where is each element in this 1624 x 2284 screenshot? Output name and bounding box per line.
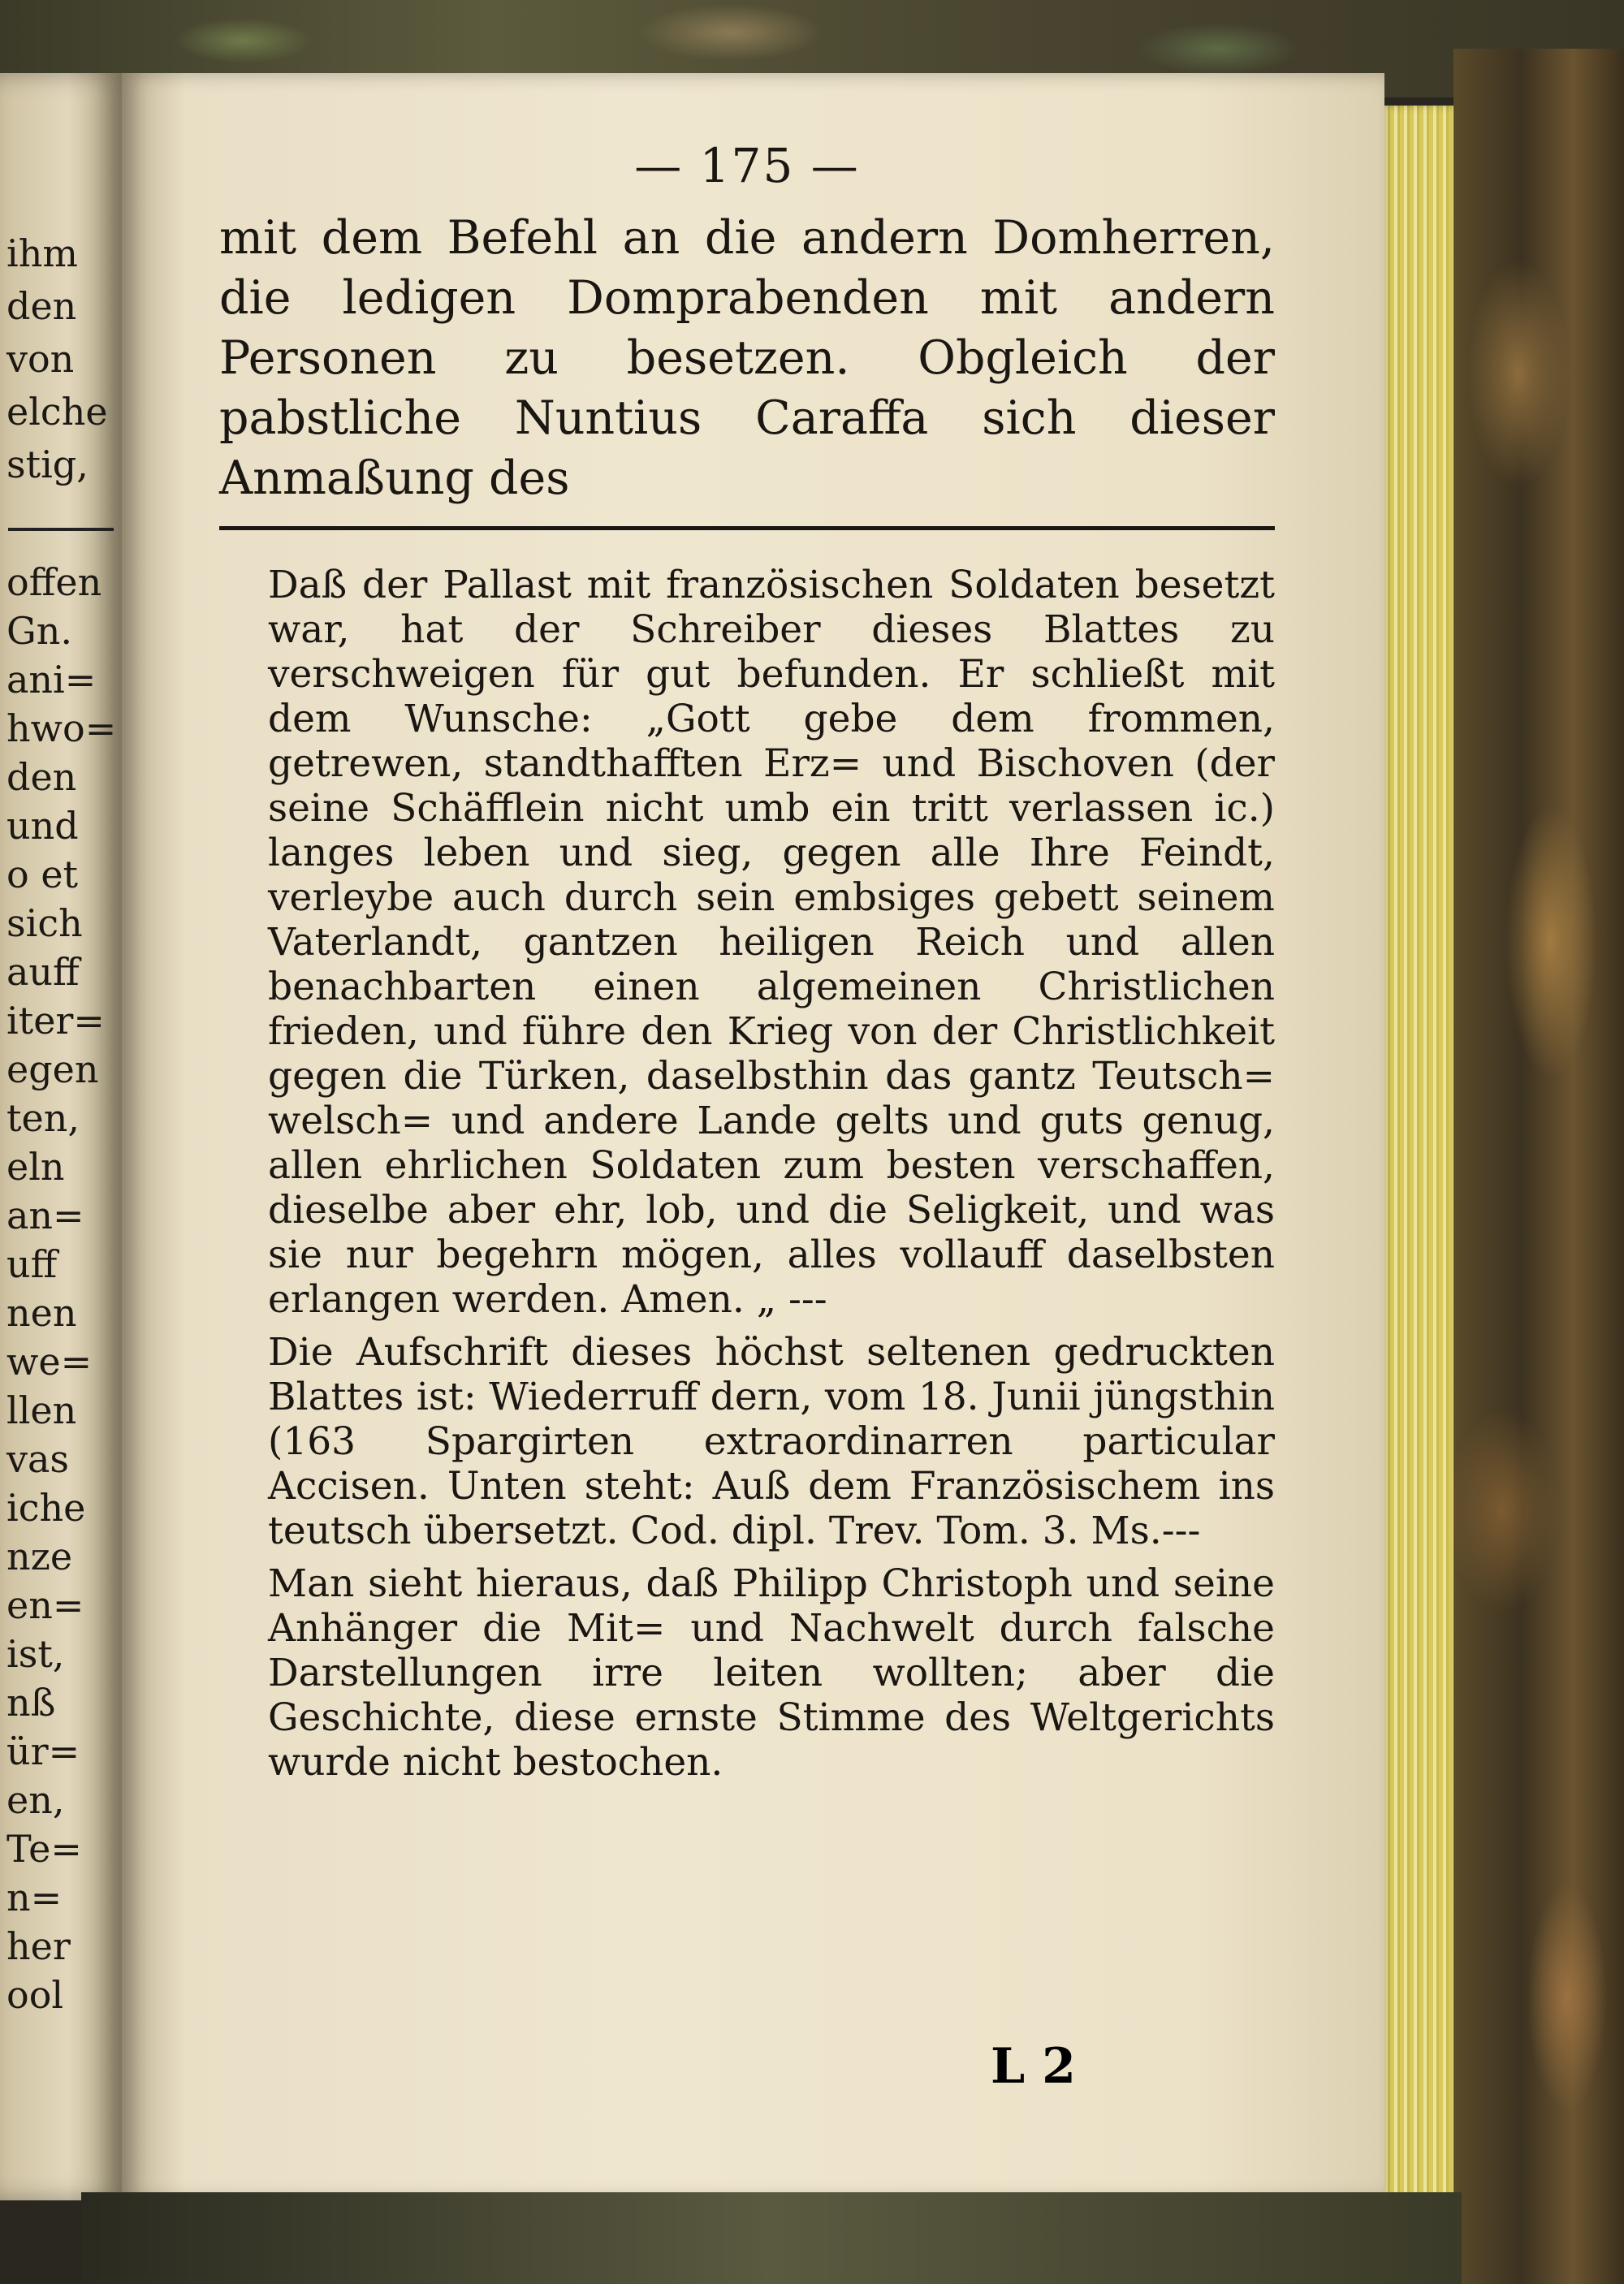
left-divider (8, 528, 114, 531)
footnote-paragraph-quote: Daß der Pallast mit französischen Soldaten besetzt war, hat der Schreiber dieses Blattes zu verschweigen für gut befunden. Er schließt mit dem Wunsche: „Gott gebe dem frommen, getrewen, standthafften Erz= und Bischoven (der seine Schäfflein nicht umb ein tritt verlassen ic.) langes leben und sieg, gegen alle Ihre Feindt, verleybe auch durch sein embsiges gebett seinem Vaterlandt, gantzen heiligen Reich und allen benachbarten einen algemeinen Christlichen frieden, und führe den Krieg von der Christlichkeit gegen die Türken, daselbsthin das gantz Teutsch= welsch= und andere Lande gelts und guts genug, allen ehrlichen Soldaten zum besten verschaffen, dieselbe aber ehr, lob, und die Seligkeit, und was sie nur begehrn mögen, alles vollauff daselbsten erlangen werden. Amen. „ --- (268, 563, 1275, 1322)
left-fragment: nen (6, 1291, 77, 1335)
left-fragment: offen (6, 560, 102, 604)
left-fragment: ihm (6, 231, 78, 275)
left-fragment: ani= (6, 658, 97, 702)
page-content (219, 138, 1275, 1785)
left-fragment: stig, (6, 443, 89, 486)
page-edges (1380, 106, 1453, 2241)
left-fragment: iche (6, 1486, 86, 1530)
left-fragment: o et (6, 853, 79, 896)
left-fragment: auff (6, 950, 80, 994)
left-fragment: uff (6, 1242, 58, 1286)
left-fragment: ten, (6, 1096, 80, 1140)
left-fragment: we= (6, 1340, 93, 1384)
left-fragment: ür= (6, 1729, 80, 1773)
left-fragment: Gn. (6, 609, 72, 653)
left-fragment: hwo= (6, 706, 117, 750)
left-fragment: n= (6, 1876, 63, 1919)
book-cover-right (1453, 49, 1624, 2284)
left-fragment: eln (6, 1145, 65, 1189)
left-fragment: und (6, 804, 79, 848)
left-fragment: nze (6, 1535, 73, 1578)
left-fragment: iter= (6, 999, 105, 1043)
left-fragment: an= (6, 1194, 84, 1237)
main-paragraph: mit dem Befehl an die andern Domherren, die ledigen Domprabenden mit andern Personen zu besetzen. Obgleich der pabstliche Nuntius Caraffa sich dieser Anmaßung des (219, 211, 1275, 505)
left-fragment: sich (6, 901, 83, 945)
left-fragment: von (6, 337, 75, 381)
left-fragment: vas (6, 1437, 70, 1481)
signature-mark: L 2 (991, 2038, 1076, 2095)
left-fragment: ool (6, 1973, 64, 2017)
footnote-paragraph-inscription: Die Aufschrift dieses höchst seltenen gedruckten Blattes ist: Wiederruff dern, vom 18. Junii jüngsthin (163 Spargirten extraordinarren particular Accisen. Unten steht: Auß dem Französischem ins teutsch übersetzt. Cod. dipl. Trev. Tom. 3. Ms.--- (268, 1330, 1275, 1553)
page-number: — 175 — (634, 138, 860, 193)
left-fragment: llen (6, 1388, 77, 1432)
left-fragment: en, (6, 1778, 65, 1822)
left-fragment: ist, (6, 1632, 65, 1676)
main-page (122, 73, 1384, 2200)
left-fragment: her (6, 1924, 71, 1968)
book-cover-bottom (81, 2192, 1462, 2284)
left-fragment: den (6, 755, 77, 799)
left-fragment: elche (6, 390, 108, 434)
left-page (0, 73, 122, 2200)
left-fragment: Te= (6, 1827, 82, 1871)
left-fragment: nß (6, 1681, 56, 1725)
footnote-divider (219, 526, 1275, 530)
footnote (219, 563, 1275, 1785)
left-fragment: en= (6, 1583, 84, 1627)
footnote-paragraph-conclusion: Man sieht hieraus, daß Philipp Christoph und seine Anhänger die Mit= und Nachwelt durch falsche Darstellungen irre leiten wollten; aber die Geschichte, diese ernste Stimme des Weltgerichts wurde nicht bestochen. (268, 1561, 1275, 1785)
left-fragment: den (6, 284, 77, 328)
main-text (219, 208, 1275, 508)
left-fragment: egen (6, 1047, 99, 1091)
